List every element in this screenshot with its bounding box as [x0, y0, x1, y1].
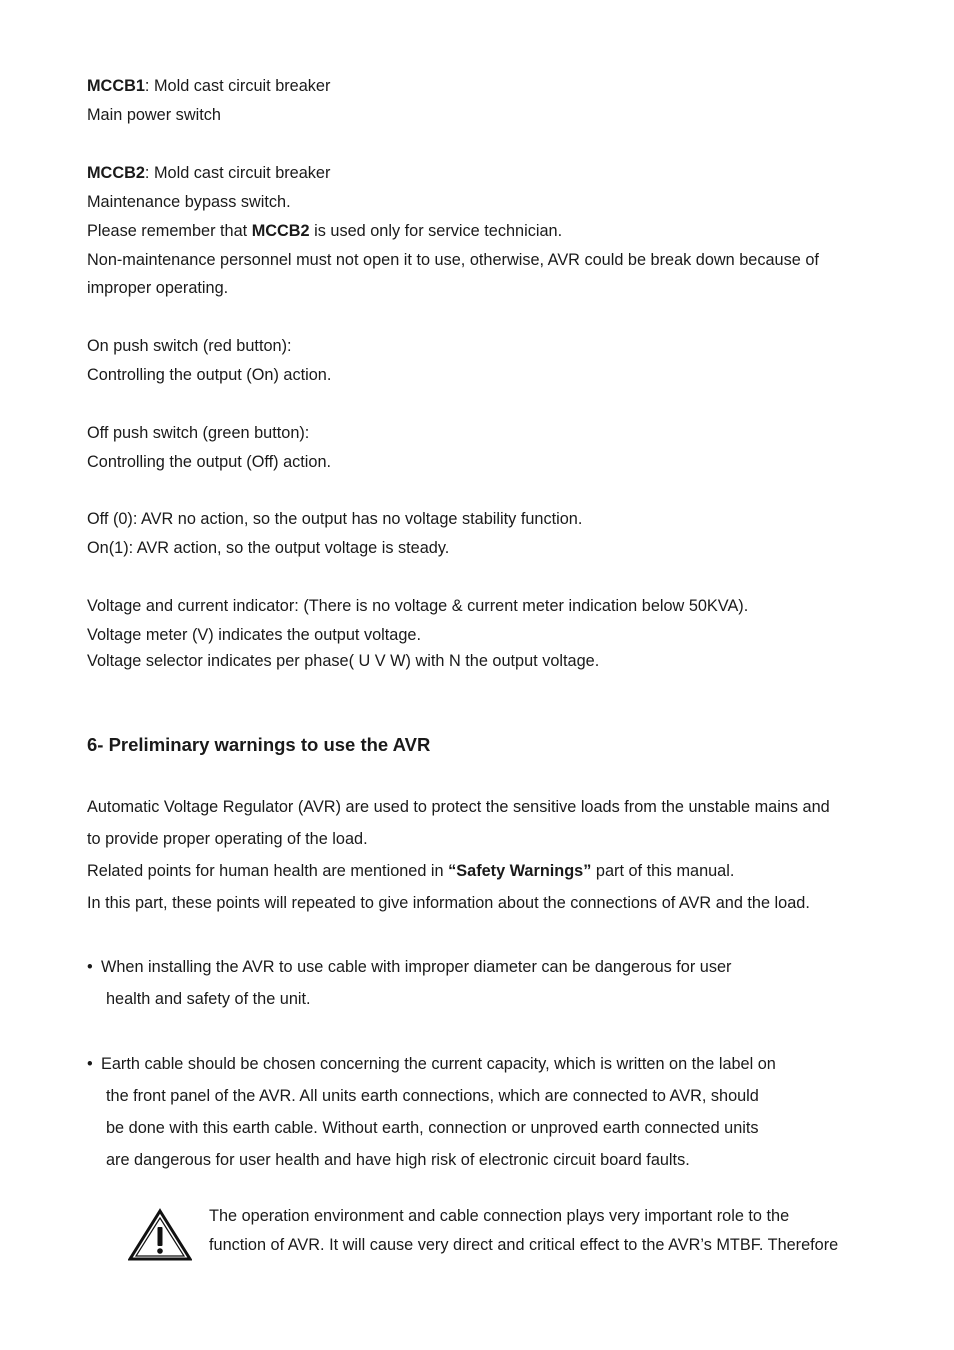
mccb2-description: Maintenance bypass switch. [87, 193, 291, 211]
mccb2-remember [87, 221, 562, 241]
mccb1-term: MCCB1 [87, 77, 145, 95]
section6-heading: 6- Preliminary warnings to use the AVR [87, 734, 431, 755]
on-switch-title: On push switch (red button): [87, 337, 292, 355]
mccb2-remember-term: MCCB2 [251, 222, 310, 240]
section6-p3: In this part, these points will repeated to give information about the connections of AVR and the load. [87, 894, 810, 912]
section6-p2-pre: Related points for human health are mentioned in [87, 862, 449, 880]
section6-p2 [87, 861, 734, 881]
mccb2-remember-post: is used only for service technician. [309, 222, 563, 240]
avr-mode-on: On(1): AVR action, so the output voltage is steady. [87, 539, 450, 557]
bullet2-line2: the front panel of the AVR. All units earth connections, which are connected to AVR, should [106, 1087, 759, 1105]
bullet-icon: • [87, 958, 93, 976]
bullet1-line1: When installing the AVR to use cable with improper diameter can be dangerous for user [101, 958, 732, 976]
warning-triangle-icon [128, 1208, 192, 1262]
section6-p2-post: part of this manual. [591, 862, 735, 880]
mccb2-warning-line1: Non-maintenance personnel must not open it to use, otherwise, AVR could be break down because of [87, 251, 819, 269]
bullet2-line3: be done with this earth cable. Without earth, connection or unproved earth connected units [106, 1119, 759, 1137]
bullet1-line2: health and safety of the unit. [106, 990, 311, 1008]
bullet2-line4: are dangerous for user health and have high risk of electronic circuit board faults. [106, 1151, 690, 1169]
off-switch-title: Off push switch (green button): [87, 424, 310, 442]
warning-line2: function of AVR. It will cause very direct and critical effect to the AVR’s MTBF. Therefore [209, 1236, 839, 1254]
mccb2-heading [87, 163, 330, 183]
mccb2-warning-line2: improper operating. [87, 279, 229, 297]
indicator-line3: Voltage selector indicates per phase( U V W) with N the output voltage. [87, 652, 600, 670]
safety-warnings-ref: “Safety Warnings” [448, 862, 592, 880]
warning-line1: The operation environment and cable connection plays very important role to the [209, 1207, 790, 1225]
bullet2 [87, 1054, 776, 1074]
avr-mode-off: Off (0): AVR no action, so the output has no voltage stability function. [87, 510, 583, 528]
section6-p1-line2: to provide proper operating of the load. [87, 830, 368, 848]
mccb1-description: Main power switch [87, 106, 221, 124]
indicator-line1: Voltage and current indicator: (There is no voltage & current meter indication below 50KVA). [87, 597, 749, 615]
bullet2-line1: Earth cable should be chosen concerning the current capacity, which is written on the label on [101, 1055, 776, 1073]
section6-p1-line1: Automatic Voltage Regulator (AVR) are used to protect the sensitive loads from the unstable mains and [87, 798, 830, 816]
off-switch-description: Controlling the output (Off) action. [87, 453, 332, 471]
indicator-line2: Voltage meter (V) indicates the output voltage. [87, 626, 421, 644]
bullet-icon: • [87, 1055, 93, 1073]
mccb1-definition: : Mold cast circuit breaker [144, 77, 331, 95]
mccb2-definition: : Mold cast circuit breaker [144, 164, 331, 182]
mccb2-remember-pre: Please remember that [87, 222, 252, 240]
mccb2-term: MCCB2 [87, 164, 145, 182]
bullet1 [87, 957, 731, 977]
on-switch-description: Controlling the output (On) action. [87, 366, 332, 384]
mccb1-heading [87, 76, 330, 96]
